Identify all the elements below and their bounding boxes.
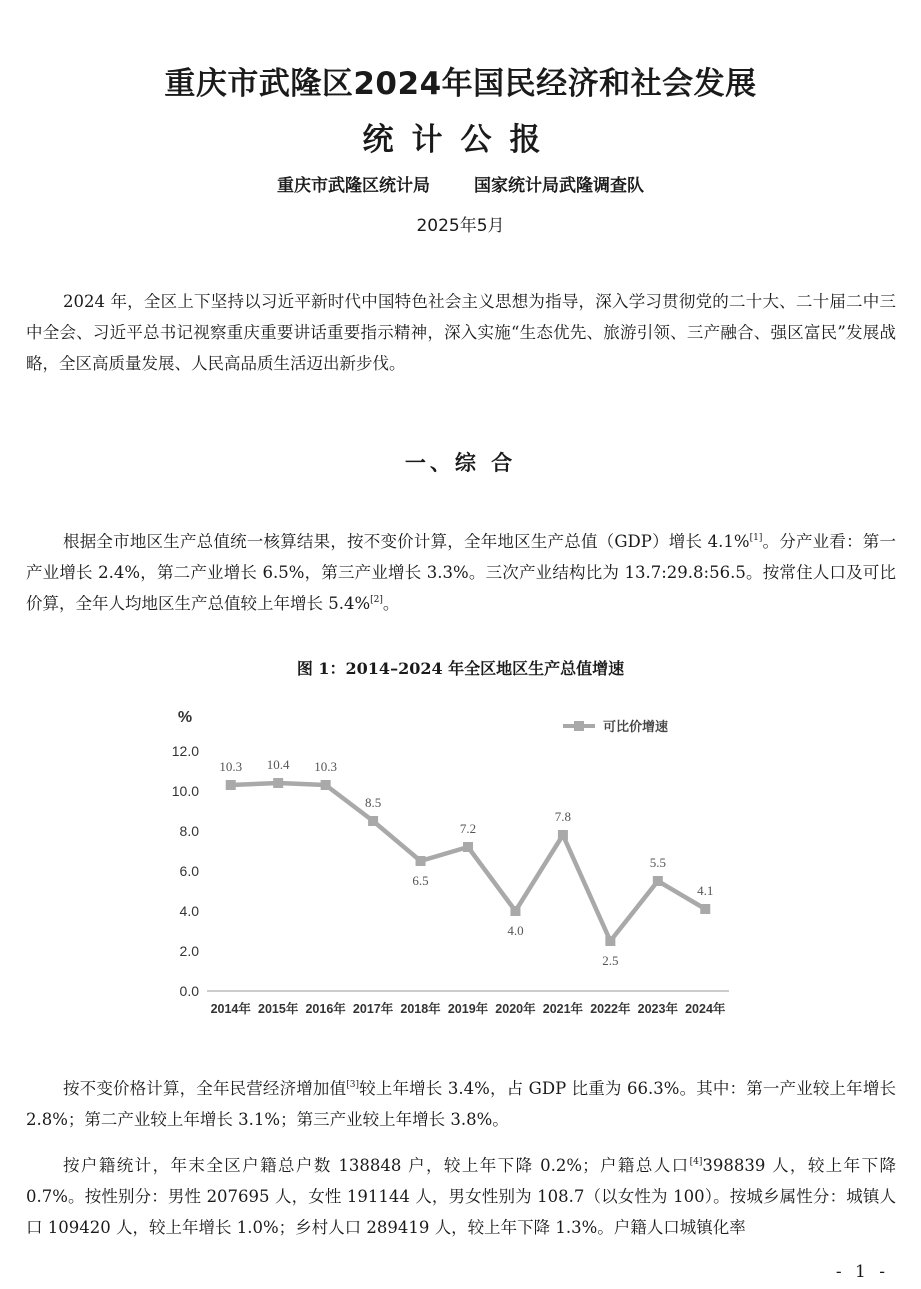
data-point [321,780,331,790]
data-label: 10.3 [219,759,243,774]
gdp-paragraph: 根据全市地区生产总值统一核算结果，按不变价计算，全年地区生产总值（GDP）增长 4.1%[1]。分产业看：第一产业增长 2.4%，第二产业增长 6.5%，第三产业增长 3.3%。三次产业结构比为 13.7:29.8:56.5。按常住人口及可比价算，全年人均地区生产总值较上年增长 5.4%[2]。 [26,532,896,613]
footnote-ref-4[interactable]: [4] [689,1157,703,1167]
footnote-ref-1[interactable]: [1] [749,533,763,543]
x-tick-label: 2023年 [637,1002,678,1016]
issuer-statistics-bureau: 重庆市武隆区统计局 [277,176,430,196]
data-point [653,876,663,886]
y-tick-label: 6.0 [179,863,199,879]
legend-marker-swatch [574,721,584,731]
intro-paragraph: 2024 年，全区上下坚持以习近平新时代中国特色社会主义思想为指导，深入学习贯彻党的二十大、二十届二中三中全会、习近平总书记视察重庆重要讲话重要指示精神，深入实施“生态优先、旅游引领、三产融合、强区富民”发展战略，全区高质量发展、人民高品质生活迈出新步伐。 [26,292,896,373]
x-tick-label: 2015年 [258,1002,299,1016]
gdp-growth-line-chart [157,695,765,1025]
footnote-ref-2[interactable]: [2] [370,595,383,605]
data-point [463,842,473,852]
footnote-ref-3[interactable]: [3] [346,1080,359,1090]
x-tick-label: 2024年 [685,1002,726,1016]
x-tick-label: 2016年 [305,1002,346,1016]
data-point [226,780,236,790]
section-heading-overview: 一、综 合 [404,451,517,475]
data-label: 10.3 [314,759,338,774]
document-subtitle: 统计公报 [362,122,559,158]
data-point [605,936,615,946]
x-tick-label: 2021年 [542,1002,584,1016]
y-axis-unit-label: % [177,709,193,726]
x-tick-label: 2018年 [400,1002,441,1016]
x-tick-label: 2019年 [447,1002,489,1016]
data-point [558,830,568,840]
issuer-survey-team: 国家统计局武隆调查队 [474,176,644,196]
data-label: 4.1 [697,883,714,898]
data-label: 6.5 [412,873,429,888]
x-tick-label: 2017年 [352,1002,394,1016]
data-label: 7.2 [459,821,477,836]
data-label: 8.5 [364,795,382,810]
data-point [510,906,520,916]
data-point [368,816,378,826]
data-point [416,856,426,866]
y-tick-label: 0.0 [179,983,199,999]
page-number: - 1 - [835,1262,889,1282]
data-label: 4.0 [507,923,524,938]
private-economy-paragraph: 按不变价格计算，全年民营经济增加值[3]较上年增长 3.4%，占 GDP 比重为 66.3%。其中：第一产业较上年增长 2.8%；第二产业较上年增长 3.1%；第三产业较上年增长 3.8%。 [26,1079,897,1129]
data-label: 2.5 [602,953,619,968]
data-point [700,904,710,914]
x-tick-label: 2020年 [495,1002,536,1016]
y-tick-label: 10.0 [171,783,199,799]
y-tick-label: 4.0 [179,903,199,919]
data-label: 10.4 [266,757,290,772]
y-tick-label: 8.0 [179,823,199,839]
data-label: 7.8 [554,809,572,824]
document-title: 重庆市武隆区2024年国民经济和社会发展 [164,66,757,102]
publish-date: 2025年5月 [416,216,505,236]
legend-label: 可比价增速 [603,719,669,734]
issuing-bodies [0,171,921,196]
data-point [273,778,283,788]
y-tick-label: 2.0 [179,943,199,959]
x-tick-label: 2014年 [210,1002,251,1016]
population-paragraph: 按户籍统计，年末全区户籍总户数 138848 户，较上年下降 0.2%；户籍总人口[4]398839 人，较上年下降 0.7%。按性别分：男性 207695 人，女性 191144 人，男女性别为 108.7（以女性为 100）。按城乡属性分：城镇人口 109420 人，较上年增长 1.0%；乡村人口 289419 人，较上年下降 1.3%。户籍人口城镇化率 [26,1156,897,1237]
x-tick-label: 2022年 [590,1002,631,1016]
data-label: 5.5 [649,855,666,870]
figure-caption: 图 1：2014–2024 年全区地区生产总值增速 [296,659,625,678]
y-tick-label: 12.0 [171,743,199,759]
